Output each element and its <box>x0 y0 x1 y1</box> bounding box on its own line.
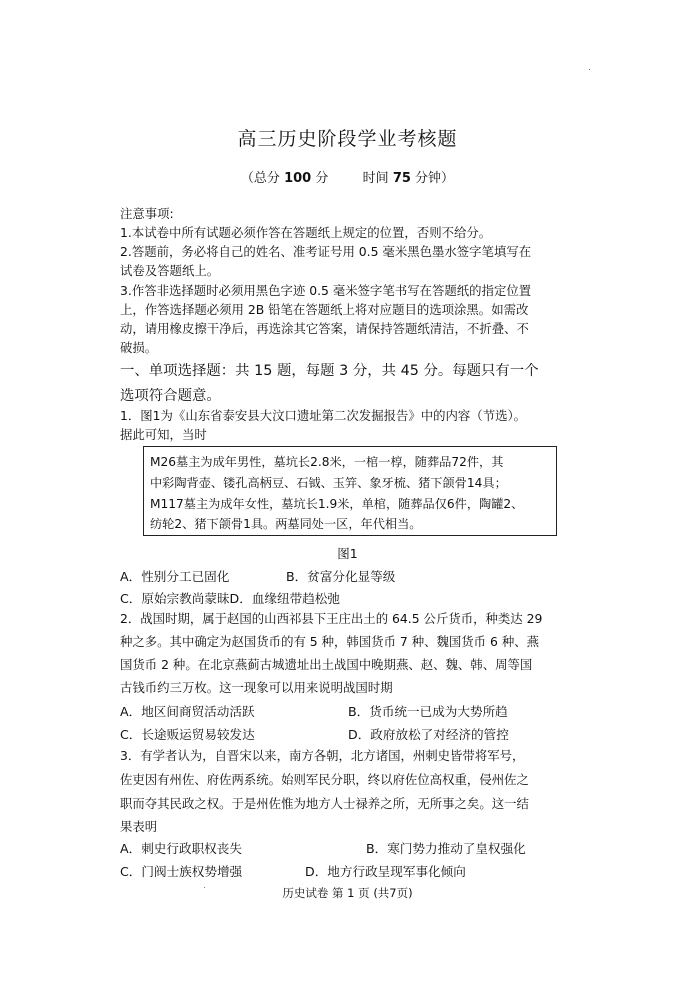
q2-stem-cont: 古钱币约三万枚。这一现象可以用来说明战国时期 <box>120 680 393 695</box>
material-line: 中彩陶背壶、镂孔高柄豆、石钺、玉笄、象牙梳、猪下颌骨14具； <box>150 476 507 490</box>
q1-option-a: A．性别分工已固化 <box>120 569 230 584</box>
q2-option-c: C．长途贩运贸易较发达 <box>120 727 255 742</box>
notice-line: 上，作答选择题必须用 2B 铅笔在答题纸上将对应题目的选项涂黑。如需改 <box>120 302 529 317</box>
q3-option-b: B．寒门势力推动了皇权强化 <box>366 841 526 856</box>
total-label: （总分 <box>240 171 280 186</box>
q3-option-a: A．刺史行政职权丧失 <box>120 841 242 856</box>
scan-dot <box>589 69 590 70</box>
q3-stem-cont: 佐吏因有州佐、府佐两系统。始则军民分职，终以府佐位高权重，侵州佐之 <box>120 772 529 787</box>
q2-stem: 2．战国时期，属于赵国的山西祁县下王庄出土的 64.5 公斤货币，种类达 29 <box>120 611 543 626</box>
notice-heading: 注意事项: <box>120 206 174 221</box>
q3-stem: 3．有学者认为，自晋宋以来，南方各朝，北方诸国，州刺史皆带将军号， <box>120 748 525 763</box>
q2-option-d: D．政府放松了对经济的管控 <box>348 727 509 742</box>
q2-stem-cont: 国货币 2 种。在北京燕蓟古城遗址出土战国中晚期燕、赵、魏、韩、周等国 <box>120 657 533 672</box>
q1-material-box <box>143 446 557 536</box>
q1-stem: 1．图1为《山东省泰安县大汶口遗址第二次发掘报告》中的内容（节选）。 <box>120 408 527 423</box>
q1-option-b: B．贫富分化显等级 <box>286 569 396 584</box>
notice-line: 动，请用橡皮擦干净后，再选涂其它答案，请保持答题纸清洁，不折叠、不 <box>120 321 529 336</box>
time-label: 时间 <box>362 171 389 186</box>
section-heading-cont: 选项符合题意。 <box>120 388 221 404</box>
time-value: 75 <box>392 171 411 186</box>
q3-stem-cont: 职而夺其民政之权。于是州佐惟为地方人士禄养之所，无所事之矣。这一结 <box>120 796 529 811</box>
total-unit: 分 <box>315 171 329 186</box>
q1-stem-cont: 据此可知，当时 <box>120 427 207 442</box>
notice-line: 1.本试卷中所有试题必须作答在答题纸上规定的位置，否则不给分。 <box>120 225 492 240</box>
exam-subtitle <box>0 167 695 186</box>
q1-option-cd: C．原始宗教尚蒙昧D．血缘纽带趋松弛 <box>120 591 340 606</box>
q3-option-d: D．地方行政呈现军事化倾向 <box>305 864 466 879</box>
material-line: 纺轮2、猪下颌骨1具。两墓同处一区，年代相当。 <box>150 517 422 531</box>
q2-option-a: A．地区间商贸活动活跃 <box>120 704 255 719</box>
q2-option-b: B．货币统一已成为大势所趋 <box>348 704 508 719</box>
exam-title: 高三历史阶段学业考核题 <box>237 128 458 150</box>
section-heading: 一、单项选择题：共 15 题，每题 3 分，共 45 分。每题只有一个 <box>120 363 539 379</box>
q3-stem-cont: 果表明 <box>120 819 158 834</box>
page-footer: 历史试卷 第 1 页 (共7页) <box>282 886 413 900</box>
total-score: 100 <box>284 171 312 186</box>
q2-stem-cont: 种之多。其中确定为赵国货币的有 5 种，韩国货币 7 种、魏国货币 6 种、燕 <box>120 634 539 649</box>
material-line: M26墓主为成年男性，墓坑长2.8米，一棺一椁，随葬品72件，其 <box>150 455 504 469</box>
notice-line: 试卷及答题纸上。 <box>120 263 220 278</box>
q3-option-c: C．门阀士族权势增强 <box>120 864 243 879</box>
material-line: M117墓主为成年女性，墓坑长1.9米，单棺，随葬品仅6件，陶罐2、 <box>150 497 524 511</box>
notice-line: 2.答题前，务必将自己的姓名、准考证号用 0.5 毫米黑色墨水签字笔填写在 <box>120 244 532 259</box>
time-unit: 分钟） <box>415 171 455 186</box>
notice-line: 破损。 <box>120 340 158 355</box>
figure-caption: 图1 <box>337 546 358 561</box>
notice-line: 3.作答非选择题时必须用黑色字迹 0.5 毫米签字笔书写在答题纸的指定位置 <box>120 283 532 298</box>
